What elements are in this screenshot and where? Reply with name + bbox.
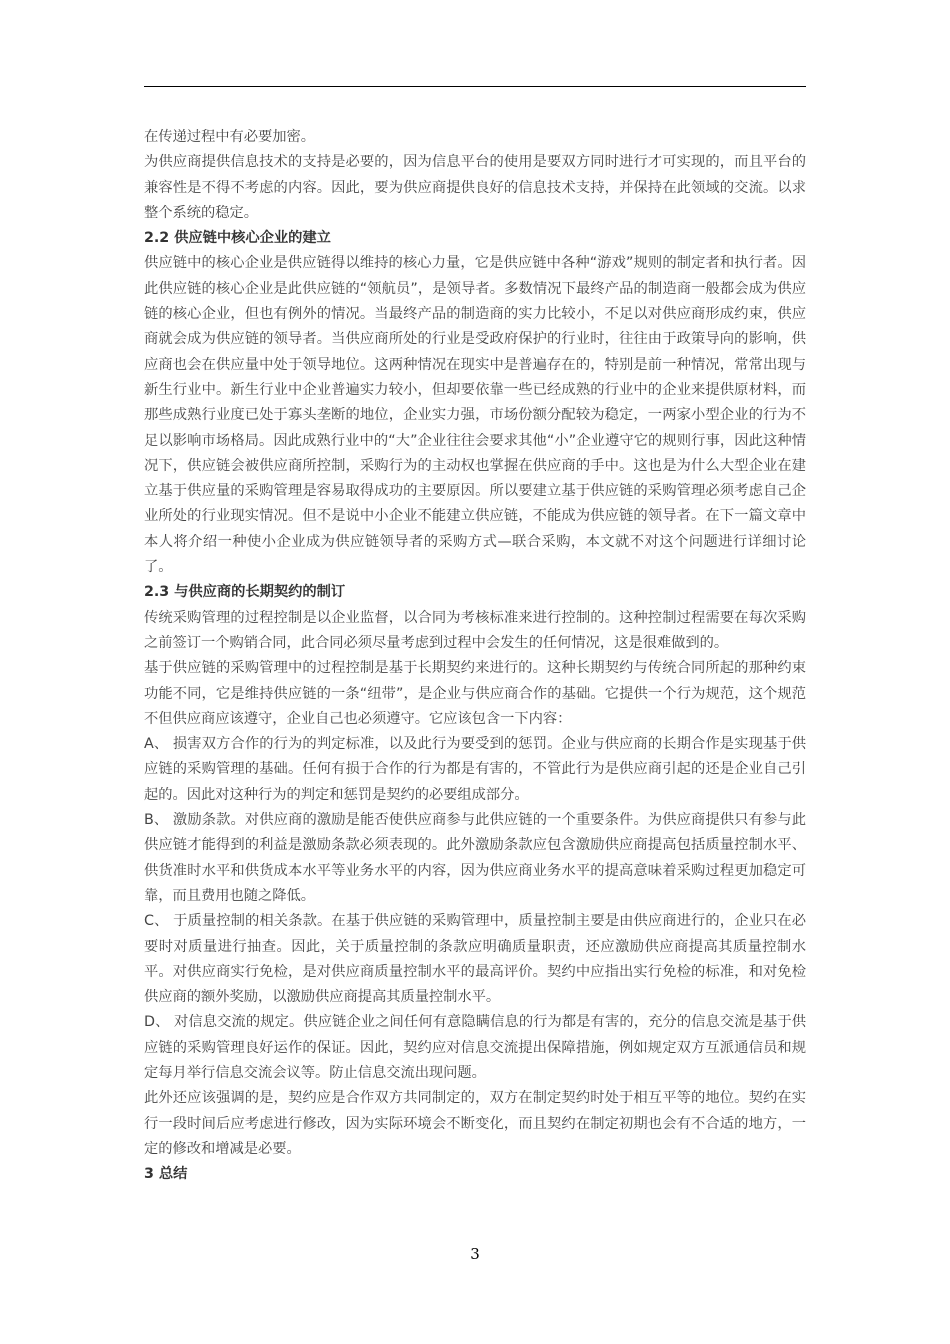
page-number: 3 xyxy=(470,1245,480,1263)
paragraph: 基于供应链的采购管理中的过程控制是基于长期契约来进行的。这种长期契约与传统合同所起的那种约束功能不同，它是维持供应链的一条“纽带”，是企业与供应商合作的基础。它提供一个行为规范，这个规范不但供应商应该遵守，企业自己也必须遵守。它应该包含一下内容： xyxy=(144,660,806,727)
list-item-c: C、 于质量控制的相关条款。在基于供应链的采购管理中，质量控制主要是由供应商进行的，企业只在必要时对质量进行抽查。因此，关于质量控制的条款应明确质量职责，还应激励供应商提高其质量控制水平。对供应商实行免检，是对供应商质量控制水平的最高评价。契约中应指出实行免检的标准，和对免检供应商的额外奖励，以激励供应商提高其质量控制水平。 xyxy=(144,913,806,1006)
section-heading: 2.3 与供应商的长期契约的制订 xyxy=(144,584,346,601)
header-rule xyxy=(144,86,806,87)
list-item-d: D、 对信息交流的规定。供应链企业之间任何有意隐瞒信息的行为都是有害的，充分的信息交流是基于供应链的采购管理良好运作的保证。因此，契约应对信息交流提出保障措施，例如规定双方互派通信员和规定每月举行信息交流会议等。防止信息交流出现问题。 xyxy=(144,1014,806,1081)
section-heading: 2.2 供应链中核心企业的建立 xyxy=(144,230,331,247)
paragraph: 传统采购管理的过程控制是以企业监督，以合同为考核标准来进行控制的。这种控制过程需要在每次采购之前签订一个购销合同，此合同必须尽量考虑到过程中会发生的任何情况，这是很难做到的。 xyxy=(144,609,806,651)
list-item-b: B、 激励条款。对供应商的激励是能否使供应商参与此供应链的一个重要条件。为供应商提供只有参与此供应链才能得到的利益是激励条款必须表现的。此外激励条款应包含激励供应商提高包括质量控制水平、供货准时水平和供货成本水平等业务水平的内容，因为供应商业务水平的提高意味着采购过程更加稳定可靠，而且费用也随之降低。 xyxy=(144,812,806,904)
paragraph: 为供应商提供信息技术的支持是必要的，因为信息平台的使用是要双方同时进行才可实现的，而且平台的兼容性是不得不考虑的内容。因此，要为供应商提供良好的信息技术支持，并保持在此领域的交流。以求整个系统的稳定。 xyxy=(144,154,806,221)
paragraph: 在传递过程中有必要加密。 xyxy=(144,129,315,145)
section-heading: 3 总结 xyxy=(144,1166,188,1183)
list-item-a: A、 损害双方合作的行为的判定标准，以及此行为要受到的惩罚。企业与供应商的长期合作是实现基于供应链的采购管理的基础。任何有损于合作的行为都是有害的，不管此行为是供应商引起的还是企业自己引起的。因此对这种行为的判定和惩罚是契约的必要组成部分。 xyxy=(144,736,806,803)
paragraph: 此外还应该强调的是，契约应是合作双方共同制定的，双方在制定契约时处于相互平等的地位。契约在实行一段时间后应考虑进行修改，因为实际环境会不断变化，而且契约在制定初期也会有不合适的地方，一定的修改和增减是必要。 xyxy=(144,1090,806,1157)
paragraph: 供应链中的核心企业是供应链得以维持的核心力量，它是供应链中各种“游戏”规则的制定者和执行者。因此供应链的核心企业是此供应链的“领航员”，是领导者。多数情况下最终产品的制造商一般都会成为供应链的核心企业，但也有例外的情况。当最终产品的制造商的实力比较小，不足以对供应商形成约束，供应商就会成为供应链的领导者。当供应商所处的行业是受政府保护的行业时，往往由于政策导向的影响，供应商也会在供应量中处于领导地位。这两种情况在现实中是普遍存在的，特别是前一种情况，常常出现与新生行业中。新生行业中企业普遍实力较小，但却要依靠一些已经成熟的行业中的企业来提供原材料，而那些成熟行业度已处于寡头垄断的地位，企业实力强，市场份额分配较为稳定，一两家小型企业的行为不足以影响市场格局。因此成熟行业中的“大”企业往往会要求其他“小”企业遵守它的规则行事，因此这种情况下，供应链会被供应商所控制，采购行为的主动权也掌握在供应商的手中。这也是为什么大型企业在建立基于供应量的采购管理是容易取得成功的主要原因。所以要建立基于供应链的采购管理必须考虑自己企业所处的行业现实情况。但不是说中小企业不能建立供应链，不能成为供应链的领导者。在下一篇文章中本人将介绍一种使小企业成为供应链领导者的采购方式—联合采购，本文就不对这个问题进行详细讨论了。 xyxy=(144,255,806,576)
document-body xyxy=(144,125,806,1187)
